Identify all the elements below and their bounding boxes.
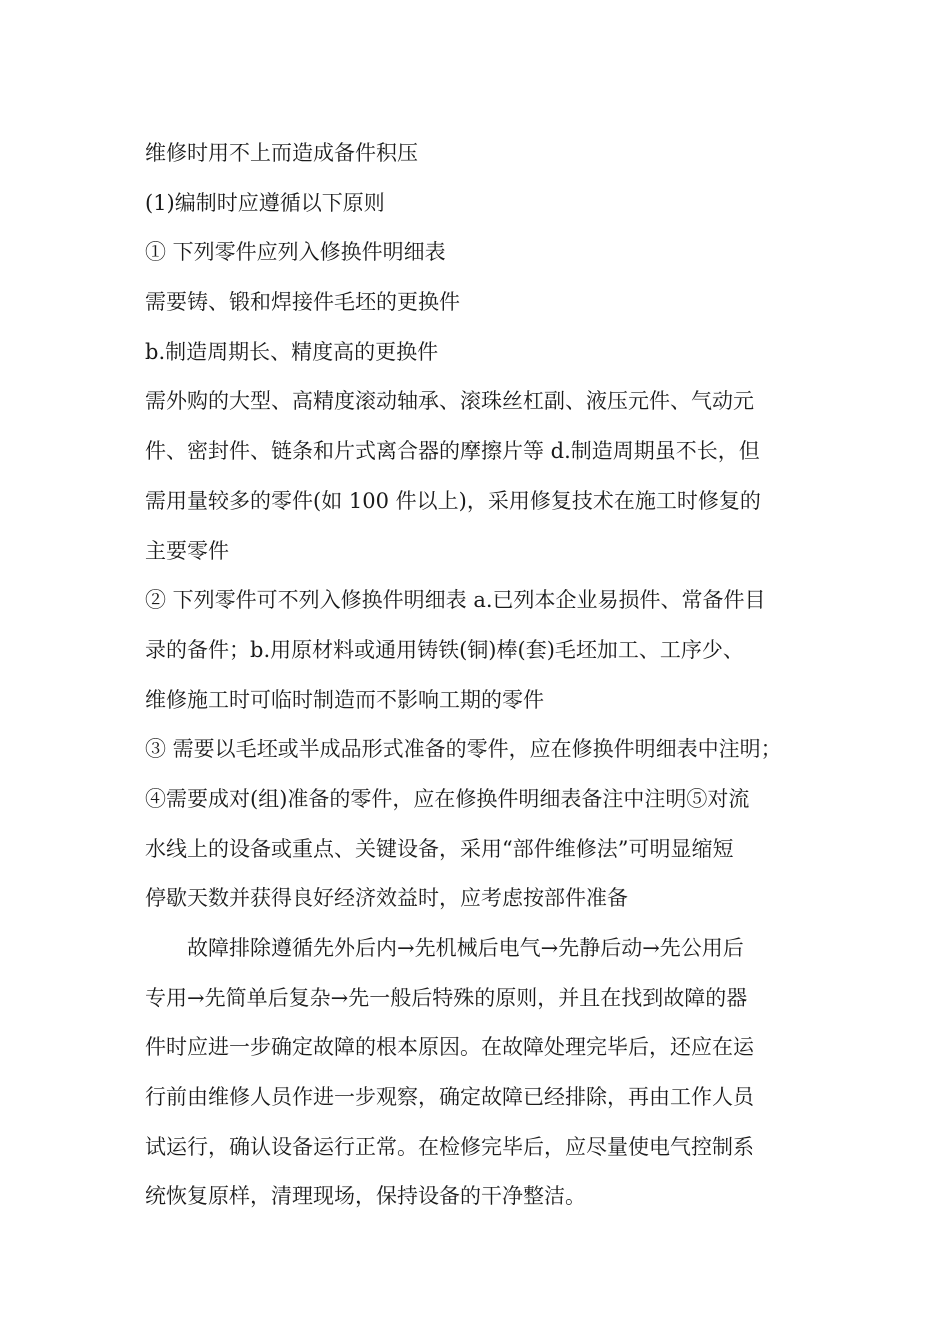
text-line-7: 件、密封件、链条和片式离合器的摩擦片等 d.制造周期虽不长，但 xyxy=(145,439,760,464)
document-body xyxy=(145,129,820,1222)
text-line-14: ④需要成对(组)准备的零件，应在修换件明细表备注中注明⑤对流 xyxy=(145,786,750,811)
text-line-17: 故障排除遵循先外后内→先机械后电气→先静后动→先公用后 xyxy=(187,936,744,960)
text-line-1: 维修时用不上而造成备件积压 xyxy=(145,141,418,165)
text-line-3: ① 下列零件应列入修换件明细表 xyxy=(145,240,446,265)
text-line-20: 行前由维修人员作进一步观察，确定故障已经排除，再由工作人员 xyxy=(145,1085,754,1110)
text-line-19: 件时应进一步确定故障的根本原因。在故障处理完毕后，还应在运 xyxy=(145,1035,754,1060)
text-line-15: 水线上的设备或重点、关键设备，采用“部件维修法”可明显缩短 xyxy=(145,836,734,861)
text-line-18: 专用→先简单后复杂→先一般后特殊的原则，并且在找到故障的器 xyxy=(145,985,748,1010)
text-line-5: b.制造周期长、精度高的更换件 xyxy=(145,339,439,364)
text-line-13: ③ 需要以毛坯或半成品形式准备的零件，应在修换件明细表中注明； xyxy=(145,737,782,762)
text-line-8: 需用量较多的零件(如 100 件以上)，采用修复技术在施工时修复的 xyxy=(145,488,761,513)
text-line-11: 录的备件；b.用原材料或通用铸铁(铜)棒(套)毛坯加工、工序少、 xyxy=(145,637,744,662)
text-line-12: 维修施工时可临时制造而不影响工期的零件 xyxy=(145,687,544,712)
text-line-9: 主要零件 xyxy=(145,538,229,563)
text-line-6: 需外购的大型、高精度滚动轴承、滚珠丝杠副、液压元件、气动元 xyxy=(145,389,754,414)
text-line-21: 试运行，确认设备运行正常。在检修完毕后，应尽量使电气控制系 xyxy=(145,1134,754,1159)
text-line-2: (1)编制时应遵循以下原则 xyxy=(145,190,385,215)
text-line-10: ② 下列零件可不列入修换件明细表 a.已列本企业易损件、常备件目 xyxy=(145,588,766,613)
text-line-4: 需要铸、锻和焊接件毛坯的更换件 xyxy=(145,290,460,315)
text-line-22: 统恢复原样，清理现场，保持设备的干净整洁。 xyxy=(145,1184,586,1209)
text-line-16: 停歇天数并获得良好经济效益时，应考虑按部件准备 xyxy=(145,886,628,911)
